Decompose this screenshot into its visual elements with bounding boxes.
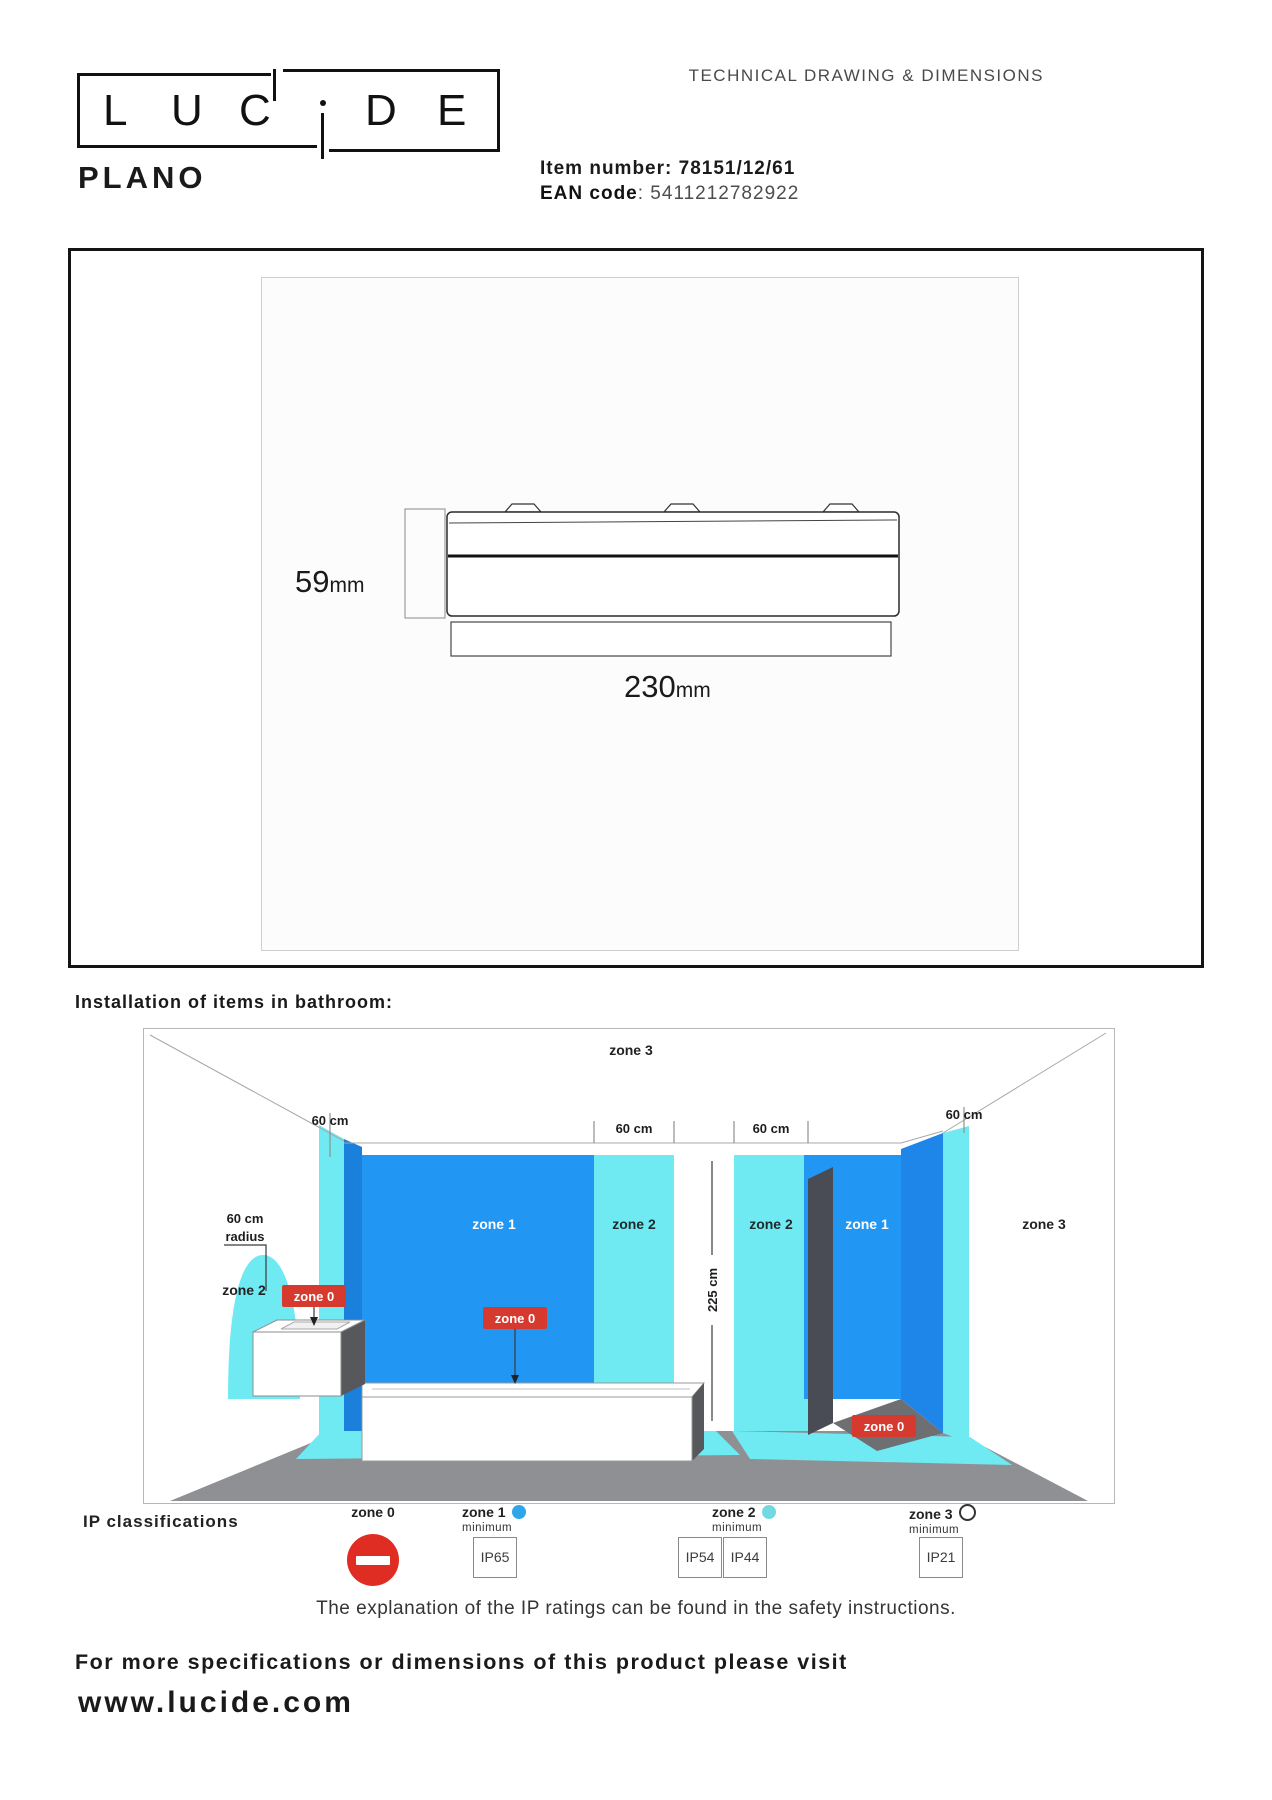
logo-letter-i-dot (320, 100, 326, 106)
drawing-canvas (261, 277, 1019, 951)
lamp-clip-middle (664, 504, 700, 512)
zone3-label-right-wall: zone 3 (1022, 1216, 1066, 1232)
zone2-label-band2: zone 2 (749, 1216, 793, 1232)
legend-zone2-label: zone 2 (712, 1504, 756, 1520)
logo-border-bottom-left (77, 145, 317, 148)
width-unit: mm (675, 679, 711, 702)
zone1-dot-icon (512, 1505, 526, 1519)
sink-basin (281, 1322, 350, 1329)
sink-side (341, 1320, 365, 1396)
height-dim-bracket (405, 509, 445, 618)
zone2-band-2 (734, 1155, 808, 1431)
lamp-base-flange (451, 622, 891, 656)
logo-border-right (497, 69, 500, 152)
lamp-clip-right (823, 504, 859, 512)
dim-60cm-band2: 60 cm (752, 1121, 790, 1136)
bathtub-rim (362, 1383, 704, 1397)
ip21-rating-box: IP21 (919, 1537, 963, 1578)
ip65-rating-box: IP65 (473, 1537, 517, 1578)
legend-zone2-group (712, 1504, 776, 1534)
ip44-rating-box: IP44 (723, 1537, 767, 1578)
logo-border-bottom-right (329, 149, 500, 152)
lamp-body (447, 512, 899, 616)
legend-zone0-label: zone 0 (351, 1504, 395, 1520)
dim-60cm-right: 60 cm (945, 1107, 983, 1122)
legend-zone1-minimum: minimum (462, 1522, 513, 1534)
logo-letter-d: D (365, 86, 397, 135)
bathtub-front (362, 1397, 692, 1461)
zone1-label-shower: zone 1 (845, 1216, 889, 1232)
zone0-badge-tub-label: zone 0 (494, 1311, 536, 1326)
item-number-line (540, 158, 795, 180)
zone3-ceiling-label: zone 3 (609, 1042, 653, 1058)
sink-front (253, 1332, 341, 1396)
legend-zone1-label: zone 1 (462, 1504, 506, 1520)
zone2-band-right-wall (943, 1126, 969, 1443)
legend-zone3-minimum: minimum (909, 1524, 960, 1536)
dim-60cm-radius-line1: 60 cm (226, 1211, 264, 1226)
logo-letter-u: U (171, 86, 203, 135)
shower-door-panel (808, 1167, 833, 1435)
bathroom-section-heading: Installation of items in bathroom: (75, 992, 394, 1012)
zone0-badge-shower-label: zone 0 (863, 1419, 905, 1434)
item-number-label: Item number: (540, 158, 679, 179)
footer-cta-text: For more specifications or dimensions of this product please visit (75, 1650, 848, 1674)
ip-ratings-note: The explanation of the IP ratings can be found in the safety instructions. (316, 1598, 956, 1619)
width-dimension-label (624, 669, 711, 704)
height-value: 59 (295, 564, 330, 599)
ip54-rating-box: IP54 (678, 1537, 722, 1578)
no-entry-bar (356, 1556, 390, 1565)
legend-zone3-group (909, 1504, 976, 1536)
zone2-label-sink: zone 2 (222, 1282, 266, 1298)
width-value: 230 (624, 669, 676, 704)
logo-letter-c: C (239, 86, 271, 135)
legend-zone3-label: zone 3 (909, 1506, 953, 1522)
height-dimension-label (295, 564, 364, 599)
logo-border-left (77, 73, 80, 148)
dim-60cm-band1: 60 cm (615, 1121, 653, 1136)
zone1-label-tub: zone 1 (472, 1216, 516, 1232)
zone0-badge-sink-label: zone 0 (293, 1289, 335, 1304)
legend-zone1-group (462, 1504, 526, 1534)
item-number-value: 78151/12/61 (678, 158, 796, 179)
zone2-dot-icon (762, 1505, 776, 1519)
footer-website: www.lucide.com (78, 1686, 354, 1719)
doc-type-title: TECHNICAL DRAWING & DIMENSIONS (688, 66, 1044, 85)
logo-letter-i-stem (321, 113, 324, 159)
logo-letter-l: L (103, 86, 128, 135)
no-entry-icon (345, 1532, 401, 1588)
logo-border-top-left (77, 73, 271, 76)
dim-60cm-left: 60 cm (311, 1113, 349, 1128)
dim-60cm-radius-line2: radius (225, 1229, 265, 1244)
lucide-logo (77, 73, 500, 148)
logo-c-stem (273, 69, 276, 101)
product-name: PLANO (78, 160, 207, 195)
height-unit: mm (329, 574, 365, 597)
zone1-shower-side-wall (901, 1133, 943, 1433)
lamp-clip-left (505, 504, 541, 512)
legend-zone0-group (333, 1504, 413, 1522)
ean-line (540, 183, 799, 205)
bathroom-zones-diagram (143, 1028, 1115, 1504)
logo-letter-e: E (437, 86, 467, 135)
ip-classifications-title: IP classifications (83, 1512, 239, 1531)
logo-border-top-right (283, 69, 500, 72)
lamp-dimension-drawing (262, 278, 1020, 952)
ean-value: : 5411212782922 (637, 183, 800, 204)
legend-zone2-minimum: minimum (712, 1522, 763, 1534)
zone3-circle-icon (959, 1504, 976, 1521)
dim-225cm: 225 cm (705, 1267, 720, 1313)
zone1-back-wall-tub (362, 1155, 594, 1397)
ean-label: EAN code (540, 183, 638, 204)
zone2-label-band1: zone 2 (612, 1216, 656, 1232)
